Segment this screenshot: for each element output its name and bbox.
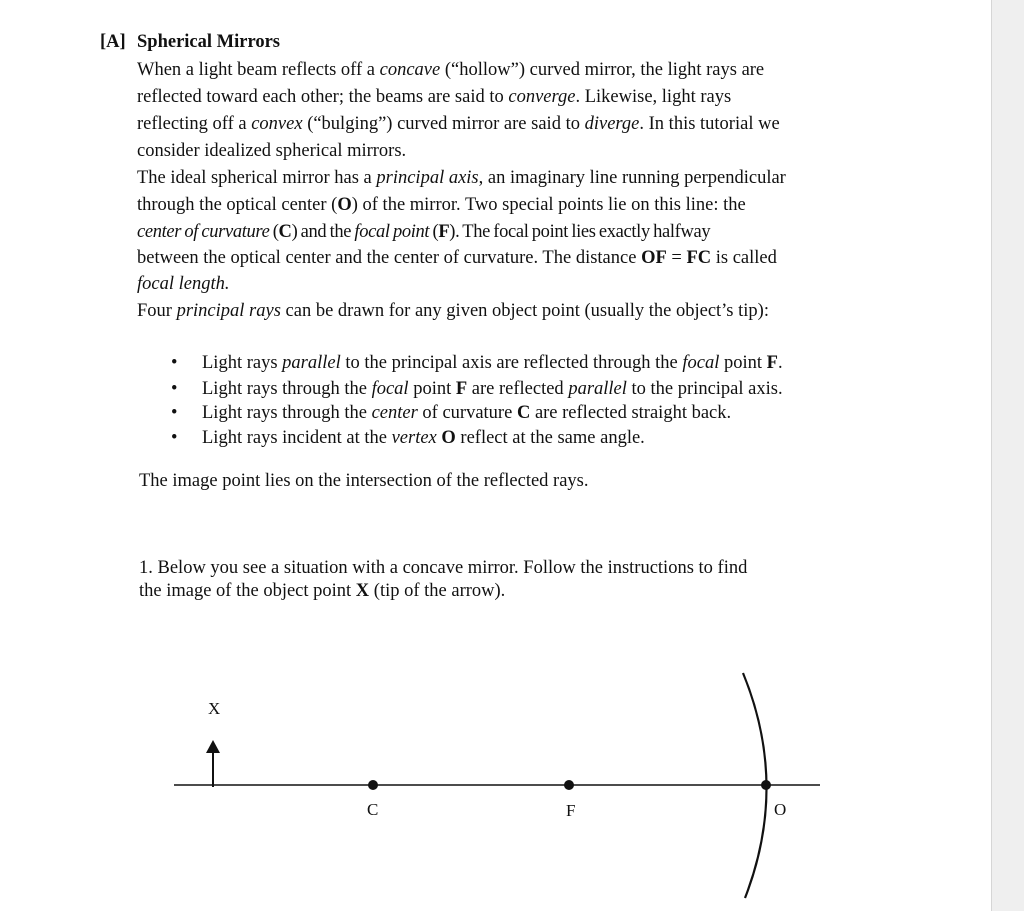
intro-line-2: reflected toward each other; the beams are said to converge. Likewise, light rays xyxy=(137,87,732,107)
image-point-text: The image point lies on the intersection of the reflected rays. xyxy=(139,471,589,491)
focal-point xyxy=(564,780,574,790)
bullet-item-1: Light rays parallel to the principal axis are reflected through the focal point F. xyxy=(202,353,783,373)
ideal-line-5: focal length. xyxy=(137,274,230,294)
ideal-line-1: The ideal spherical mirror has a principal axis, an imaginary line running perpendicular xyxy=(137,168,786,188)
bullet-item-4: Light rays incident at the vertex O reflect at the same angle. xyxy=(202,428,645,448)
optical-center-point xyxy=(761,780,771,790)
section-label: [A] xyxy=(100,32,126,52)
focal-label: F xyxy=(566,801,576,820)
center-point xyxy=(368,780,378,790)
ideal-line-3: center of curvature (C) and the focal point (F). The focal point lies exactly halfway xyxy=(137,222,711,242)
bullet-marker-1: • xyxy=(171,353,178,373)
object-arrow xyxy=(206,740,220,787)
question-line-2: the image of the object point X (tip of the arrow). xyxy=(139,581,506,601)
bullet-marker-4: • xyxy=(171,428,178,448)
section-title: Spherical Mirrors xyxy=(137,32,281,52)
ideal-line-2: through the optical center (O) of the mirror. Two special points lie on this line: the xyxy=(137,195,746,215)
bullet-marker-3: • xyxy=(171,403,178,423)
four-rays-line: Four principal rays can be drawn for any given object point (usually the object’s tip): xyxy=(137,301,769,321)
intro-line-3: reflecting off a convex (“bulging”) curved mirror are said to diverge. In this tutorial we xyxy=(137,114,780,134)
window-side-gutter xyxy=(991,0,1024,911)
bullet-item-2: Light rays through the focal point F are reflected parallel to the principal axis. xyxy=(202,379,783,399)
intro-line-4: consider idealized spherical mirrors. xyxy=(137,141,407,161)
bullet-item-3: Light rays through the center of curvature C are reflected straight back. xyxy=(202,403,732,423)
bullet-marker-2: • xyxy=(171,379,178,399)
optical-center-label: O xyxy=(774,800,787,819)
center-label: C xyxy=(367,800,379,819)
object-label: X xyxy=(208,699,221,718)
concave-mirror-diagram xyxy=(0,660,990,911)
intro-line-1: When a light beam reflects off a concave (“hollow”) curved mirror, the light rays are xyxy=(137,60,765,80)
section-heading xyxy=(100,30,280,54)
ideal-line-4: between the optical center and the center of curvature. The distance OF = FC is called xyxy=(137,248,777,268)
question-line-1: 1. Below you see a situation with a concave mirror. Follow the instructions to find xyxy=(139,558,748,578)
